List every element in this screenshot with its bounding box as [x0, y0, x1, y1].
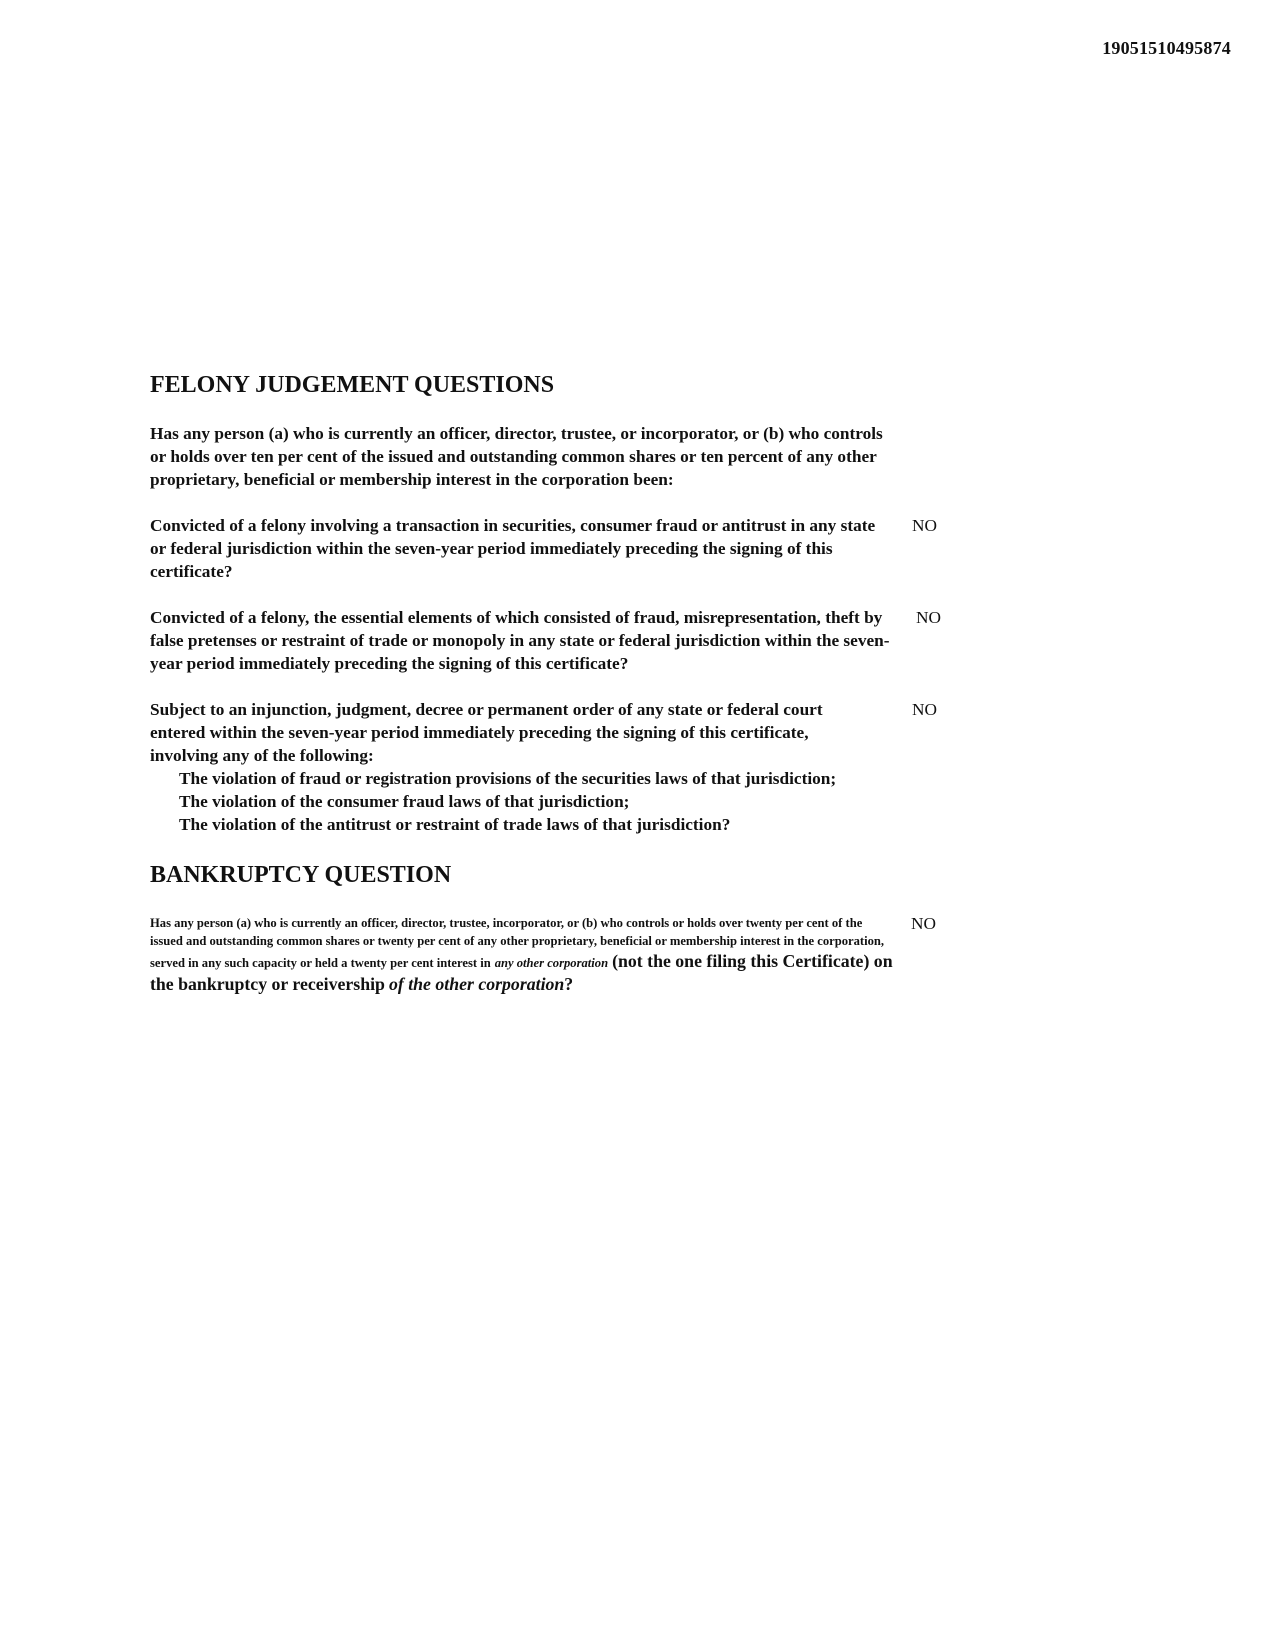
bankruptcy-question-part-3: (not the one filing this Certificate) on the bankruptcy or receivership	[150, 951, 893, 994]
felony-question-1-answer: NO	[912, 516, 937, 535]
felony-question-2-text: Convicted of a felony, the essential elements of which consisted of fraud, misrepresentation, theft by false pretenses or restraint of trade or monopoly in any state or federal jurisdiction within the seven-year period immediately preceding the signing of this certificate?	[150, 608, 890, 673]
bankruptcy-answer: NO	[911, 914, 936, 933]
felony-question-2	[150, 606, 950, 675]
subitem: The violation of fraud or registration provisions of the securities laws of that jurisdiction;	[179, 769, 837, 788]
felony-section-heading: FELONY JUDGEMENT QUESTIONS	[150, 372, 555, 398]
felony-question-1-text: Convicted of a felony involving a transaction in securities, consumer fraud or antitrust in any state or federal jurisdiction within the seven-year period immediately preceding the signing of this certificate?	[150, 516, 876, 581]
felony-question-2-answer: NO	[916, 608, 941, 627]
felony-question-3	[150, 698, 950, 836]
felony-question-1	[150, 514, 950, 583]
document-id: 19051510495874	[1102, 38, 1231, 58]
felony-question-3-text: Subject to an injunction, judgment, decree or permanent order of any state or federal court entered within the seven-year period immediately preceding the signing of this certificate, involving any of the following:	[150, 700, 823, 765]
felony-intro: Has any person (a) who is currently an officer, director, trustee, or incorporator, or (b) who controls or holds over ten per cent of the issued and outstanding common shares or ten percent of any other proprietary, beneficial or membership interest in the corporation been:	[150, 424, 883, 489]
bankruptcy-question-part-1: Has any person (a) who is currently an officer, director, trustee, incorporator, or (b) who controls or holds over twenty per cent of the issued and outstanding common shares or twenty per cent of any other proprietary, beneficial or membership interest in the corporation, served in any such capacity or held a twenty per cent interest in	[150, 916, 885, 970]
bankruptcy-question-part-2: any other corporation	[494, 956, 609, 970]
document-body	[150, 370, 950, 996]
felony-question-3-subitems	[150, 767, 895, 836]
bankruptcy-section-heading: BANKRUPTCY QUESTION	[150, 862, 452, 888]
subitem: The violation of the antitrust or restraint of trade laws of that jurisdiction?	[179, 815, 731, 834]
bankruptcy-question-part-5: ?	[564, 974, 574, 994]
felony-question-3-answer: NO	[912, 700, 937, 719]
subitem: The violation of the consumer fraud laws of that jurisdiction;	[179, 792, 630, 811]
bankruptcy-question-part-4: of the other corporation	[388, 974, 565, 994]
bankruptcy-question	[150, 914, 950, 996]
bankruptcy-question-text	[150, 914, 895, 996]
